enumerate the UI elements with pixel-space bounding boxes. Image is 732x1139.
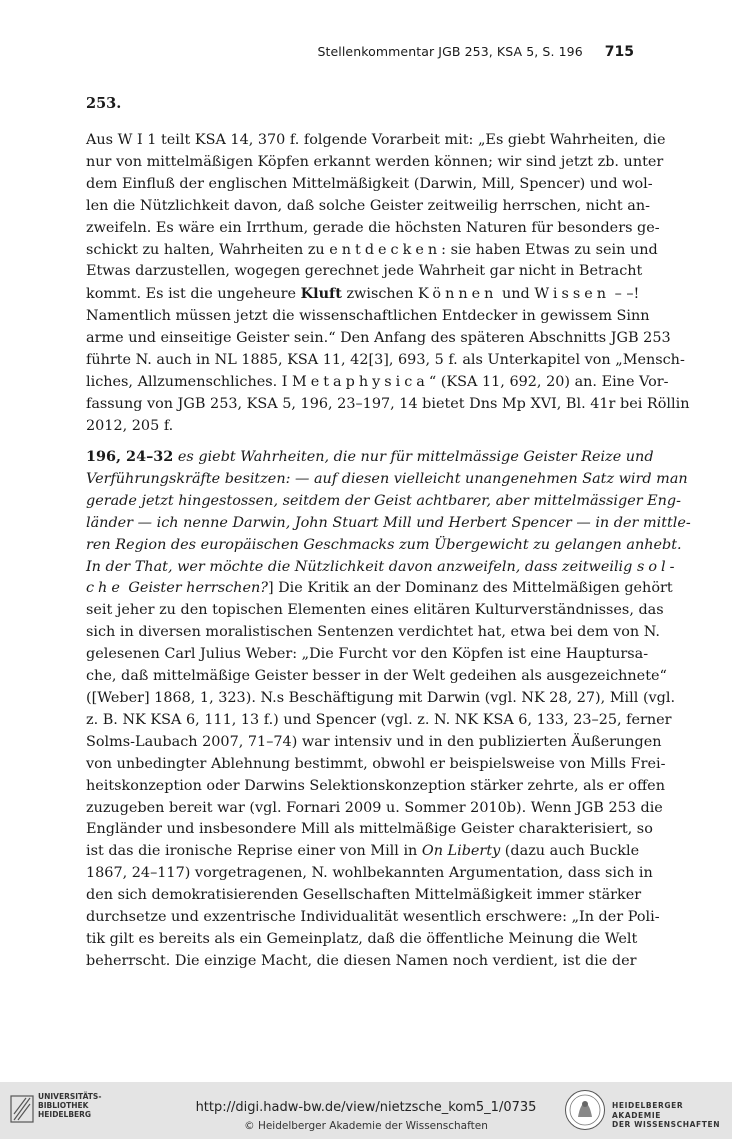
commentary-paragraph-1 bbox=[86, 130, 690, 438]
lemma-quote: Geister herrschen? bbox=[123, 580, 268, 597]
text-segment: (dazu auch Buckle bbox=[500, 843, 640, 860]
page-number: 715 bbox=[604, 44, 634, 60]
library-name-line: HEIDELBERG bbox=[38, 1110, 92, 1119]
academy-name bbox=[612, 1101, 732, 1130]
text-line: 2012, 205 f. bbox=[86, 417, 174, 434]
lemma-quote: länder — ich nenne Darwin, John Stuart Mill und Herbert Spencer — in der mittle- bbox=[86, 514, 691, 531]
text-segment: liches, Allzumenschliches. I bbox=[86, 373, 293, 390]
academy-name-line: DER WISSENSCHAFTEN bbox=[612, 1120, 721, 1129]
text-segment: – –! bbox=[610, 286, 640, 303]
spaced-emphasis: sol- bbox=[636, 558, 679, 575]
text-line: beherrscht. Die einzige Macht, die diesen Namen noch verdient, ist die der bbox=[86, 952, 637, 969]
text-line: gelesenen Carl Julius Weber: „Die Furcht vor den Köpfen ist eine Hauptursa- bbox=[86, 646, 649, 663]
lemma-quote: ren Region des europäischen Geschmacks zum Übergewicht zu gelangen anhebt. bbox=[86, 536, 682, 553]
academy-seal-icon bbox=[565, 1090, 605, 1130]
library-name-line: UNIVERSITÄTS- bbox=[38, 1092, 102, 1101]
lemma-quote: es giebt Wahrheiten, die nur für mittelmässige Geister Reize und bbox=[173, 449, 654, 465]
text-segment: und bbox=[497, 286, 535, 303]
permalink-url[interactable]: http://digi.hadw-bw.de/view/nietzsche_kom5_1/0735 bbox=[195, 1100, 537, 1115]
academy-name-line: HEIDELBERGER AKADEMIE bbox=[612, 1101, 684, 1120]
text-line bbox=[86, 446, 654, 469]
text-line: zuzugeben bereit war (vgl. Fornari 2009 u. Sommer 2010b). Wenn JGB 253 die bbox=[86, 799, 663, 816]
running-title: Stellenkommentar JGB 253, KSA 5, S. 196 bbox=[317, 44, 583, 59]
text-line: che, daß mittelmäßige Geister besser in der Welt gedeihen als ausgezeichnete“ bbox=[86, 668, 667, 685]
text-line: zweifeln. Es wäre ein Irrthum, gerade die höchsten Naturen für besonders ge- bbox=[86, 219, 660, 236]
text-line bbox=[86, 513, 691, 535]
text-segment: zwischen bbox=[341, 286, 419, 303]
text-line: Solms-Laubach 2007, 71–74) war intensiv und in den publizierten Äußerungen bbox=[86, 733, 662, 750]
text-line bbox=[86, 491, 682, 513]
text-line bbox=[86, 535, 682, 557]
spaced-emphasis: Können bbox=[418, 286, 498, 303]
text-line: führte N. auch in NL 1885, KSA 11, 42[3], 693, 5 f. als Unterkapitel von „Mensch- bbox=[86, 352, 685, 369]
text-line: tik gilt es bereits als ein Gemeinplatz, daß die öffentliche Meinung die Welt bbox=[86, 930, 638, 947]
text-segment: : sie haben Etwas zu sein und bbox=[441, 241, 658, 258]
text-segment: ist das die ironische Reprise einer von Mill in bbox=[86, 843, 422, 860]
text-line bbox=[86, 578, 673, 600]
digitization-footer bbox=[0, 1082, 732, 1139]
text-line: Namentlich müssen jetzt die wissenschaftlichen Entdecker in gewissem Sinn bbox=[86, 308, 650, 325]
lemma-quote: gerade jetzt hingestossen, seitdem der Geist achtbarer, aber mittelmässiger Eng- bbox=[86, 492, 682, 509]
text-line: arme und einseitige Geister sein.“ Den Anfang des späteren Abschnitts JGB 253 bbox=[86, 330, 671, 347]
copyright-notice: © Heidelberger Akademie der Wissenschaften bbox=[244, 1120, 488, 1132]
lemma-quote: In der That, wer möchte die Nützlichkeit davon anzweifeln, dass zeitweilig bbox=[86, 558, 637, 575]
text-line: sich in diversen moralistischen Sentenzen verdichtet hat, etwa bei dem von N. bbox=[86, 624, 660, 641]
spaced-emphasis: entdecken bbox=[329, 241, 442, 258]
text-line: ([Weber] 1868, 1, 323). N.s Beschäftigung mit Darwin (vgl. NK 28, 27), Mill (vgl. bbox=[86, 689, 676, 706]
text-line bbox=[86, 841, 640, 863]
text-line: Etwas darzustellen, wogegen gerechnet jede Wahrheit gar nicht in Betracht bbox=[86, 263, 643, 280]
text-line bbox=[86, 557, 679, 579]
spaced-emphasis: Wissen bbox=[534, 286, 611, 303]
spaced-emphasis: che bbox=[86, 580, 124, 597]
text-line: nur von mittelmäßigen Köpfen erkannt werden können; wir sind jetzt zb. unter bbox=[86, 153, 664, 170]
text-line: fassung von JGB 253, KSA 5, 196, 23–197, 14 bietet Dns Mp XVI, Bl. 41r bei Röllin bbox=[86, 395, 690, 412]
text-line bbox=[86, 283, 640, 306]
text-line bbox=[86, 372, 669, 394]
text-line: von unbedingter Ablehnung bestimmt, obwohl er beispielsweise von Mills Frei- bbox=[86, 755, 666, 772]
bold-emphasis: Kluft bbox=[300, 285, 342, 303]
running-head bbox=[86, 44, 634, 60]
text-line: Aus W I 1 teilt KSA 14, 370 f. folgende Vorarbeit mit: „Es giebt Wahrheiten, die bbox=[86, 132, 666, 148]
text-line: heitskonzeption oder Darwins Selektionskonzeption stärker zehrte, als er offen bbox=[86, 777, 665, 794]
text-line: den sich demokratisierenden Gesellschaften Mittelmäßigkeit immer stärker bbox=[86, 887, 642, 904]
text-line: len die Nützlichkeit davon, daß solche Geister zeitweilig herrschen, nicht an- bbox=[86, 197, 650, 214]
text-line bbox=[86, 469, 688, 491]
text-line: durchsetze und exzentrische Individualität wesentlich erschwere: „In der Poli- bbox=[86, 909, 660, 926]
text-line: 1867, 24–117) vorgetragenen, N. wohlbekannten Argumentation, dass sich in bbox=[86, 865, 653, 882]
text-segment: schickt zu halten, Wahrheiten zu bbox=[86, 241, 330, 258]
text-line: z. B. NK KSA 6, 111, 13 f.) und Spencer (vgl. z. N. NK KSA 6, 133, 23–25, ferner bbox=[86, 711, 672, 728]
text-segment: “ (KSA 11, 692, 20) an. Eine Vor- bbox=[428, 373, 669, 390]
text-line bbox=[86, 240, 658, 262]
library-name-line: BIBLIOTHEK bbox=[38, 1101, 89, 1110]
text-segment: kommt. Es ist die ungeheure bbox=[86, 286, 301, 303]
text-segment: ] Die Kritik an der Dominanz des Mittelmäßigen gehört bbox=[267, 580, 673, 597]
spaced-emphasis: Metaphysica bbox=[292, 373, 429, 390]
lemma-quote: Verführungskräfte besitzen: — auf diesen vielleicht unangenehmen Satz wird man bbox=[86, 470, 688, 487]
text-line: dem Einfluß der englischen Mittelmäßigkeit (Darwin, Mill, Spencer) und wol- bbox=[86, 175, 653, 192]
commentary-paragraph-2 bbox=[86, 446, 691, 973]
book-title: On Liberty bbox=[421, 843, 501, 860]
section-number: 253. bbox=[86, 95, 122, 112]
text-line: seit jeher zu den topischen Elementen eines elitären Kulturverständnisses, das bbox=[86, 602, 664, 619]
lemma-reference: 196, 24–32 bbox=[86, 448, 174, 465]
text-line: Engländer und insbesondere Mill als mittelmäßige Geister charakterisiert, so bbox=[86, 821, 653, 838]
